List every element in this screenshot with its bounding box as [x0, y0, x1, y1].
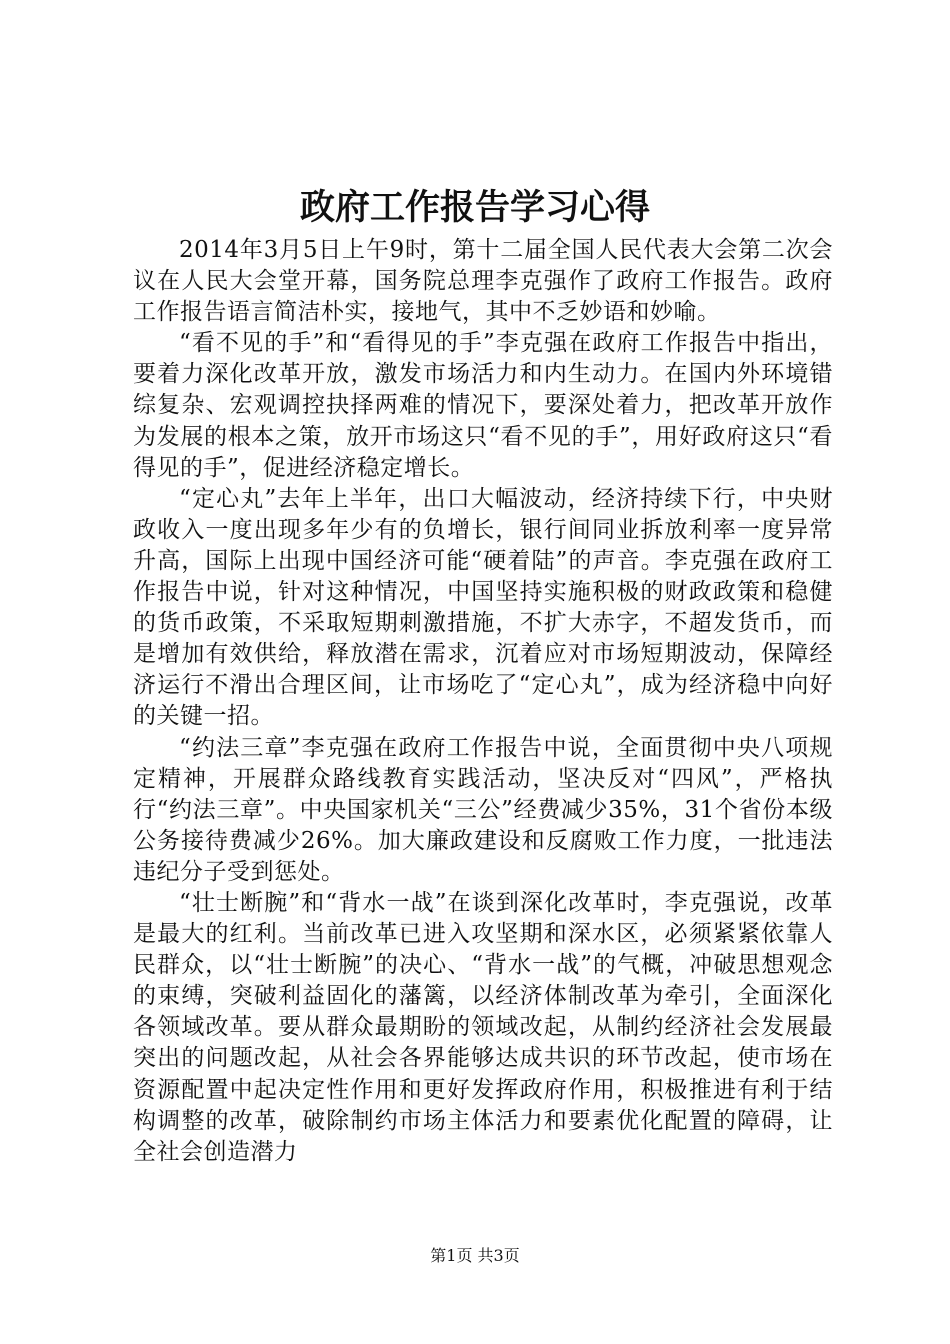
page-title: 政府工作报告学习心得 [299, 187, 650, 228]
document-body [133, 235, 833, 1168]
paragraph-invisible-hand: “看不见的手”和“看得见的手”李克强在政府工作报告中指出，要着力深化改革开放，激发市场活力和内生动力。在国内外环境错综复杂、宏观调控抉择两难的情况下，要深处着力，把改革开放作为发展的根本之策，放开市场这只“看不见的手”，用好政府这只“看得见的手”，促进经济稳定增长。 [133, 330, 833, 481]
paragraph-intro: 2014年3月5日上午9时，第十二届全国人民代表大会第二次会议在人民大会堂开幕，国务院总理李克强作了政府工作报告。政府工作报告语言简洁朴实，接地气，其中不乏妙语和妙喻。 [133, 237, 833, 326]
paragraph-reassurance: “定心丸”去年上半年，出口大幅波动，经济持续下行，中央财政收入一度出现多年少有的负增长，银行间同业拆放利率一度异常升高，国际上出现中国经济可能“硬着陆”的声音。李克强在政府工作报告中说，针对这种情况，中国坚持实施积极的财政政策和稳健的货币政策，不采取短期刺激措施，不扩大赤字，不超发货币，而是增加有效供给，释放潜在需求，沉着应对市场短期波动，保障经济运行不滑出合理区间，让市场吃了“定心丸”，成为经济稳中向好的关键一招。 [133, 485, 833, 730]
page-number: 第1页 共3页 [430, 1246, 520, 1265]
paragraph-three-rules: “约法三章”李克强在政府工作报告中说，全面贯彻中央八项规定精神，开展群众路线教育实践活动，坚决反对“四风”，严格执行“约法三章”。中央国家机关“三公”经费减少35%，31个省份本级公务接待费减少26%。加大廉政建设和反腐败工作力度，一批违法违纪分子受到惩处。 [133, 734, 833, 885]
paragraph-reform-resolve: “壮士断腕”和“背水一战”在谈到深化改革时，李克强说，改革是最大的红利。当前改革已进入攻坚期和深水区，必须紧紧依靠人民群众，以“壮士断腕”的决心、“背水一战”的气概，冲破思想观念的束缚，突破利益固化的藩篱，以经济体制改革为牵引，全面深化各领域改革。要从群众最期盼的领域改起，从制约经济社会发展最突出的问题改起，从社会各界能够达成共识的环节改起，使市场在资源配置中起决定性作用和更好发挥政府作用，积极推进有利于结构调整的改革，破除制约市场主体活力和要素优化配置的障碍，让全社会创造潜力 [133, 889, 833, 1165]
